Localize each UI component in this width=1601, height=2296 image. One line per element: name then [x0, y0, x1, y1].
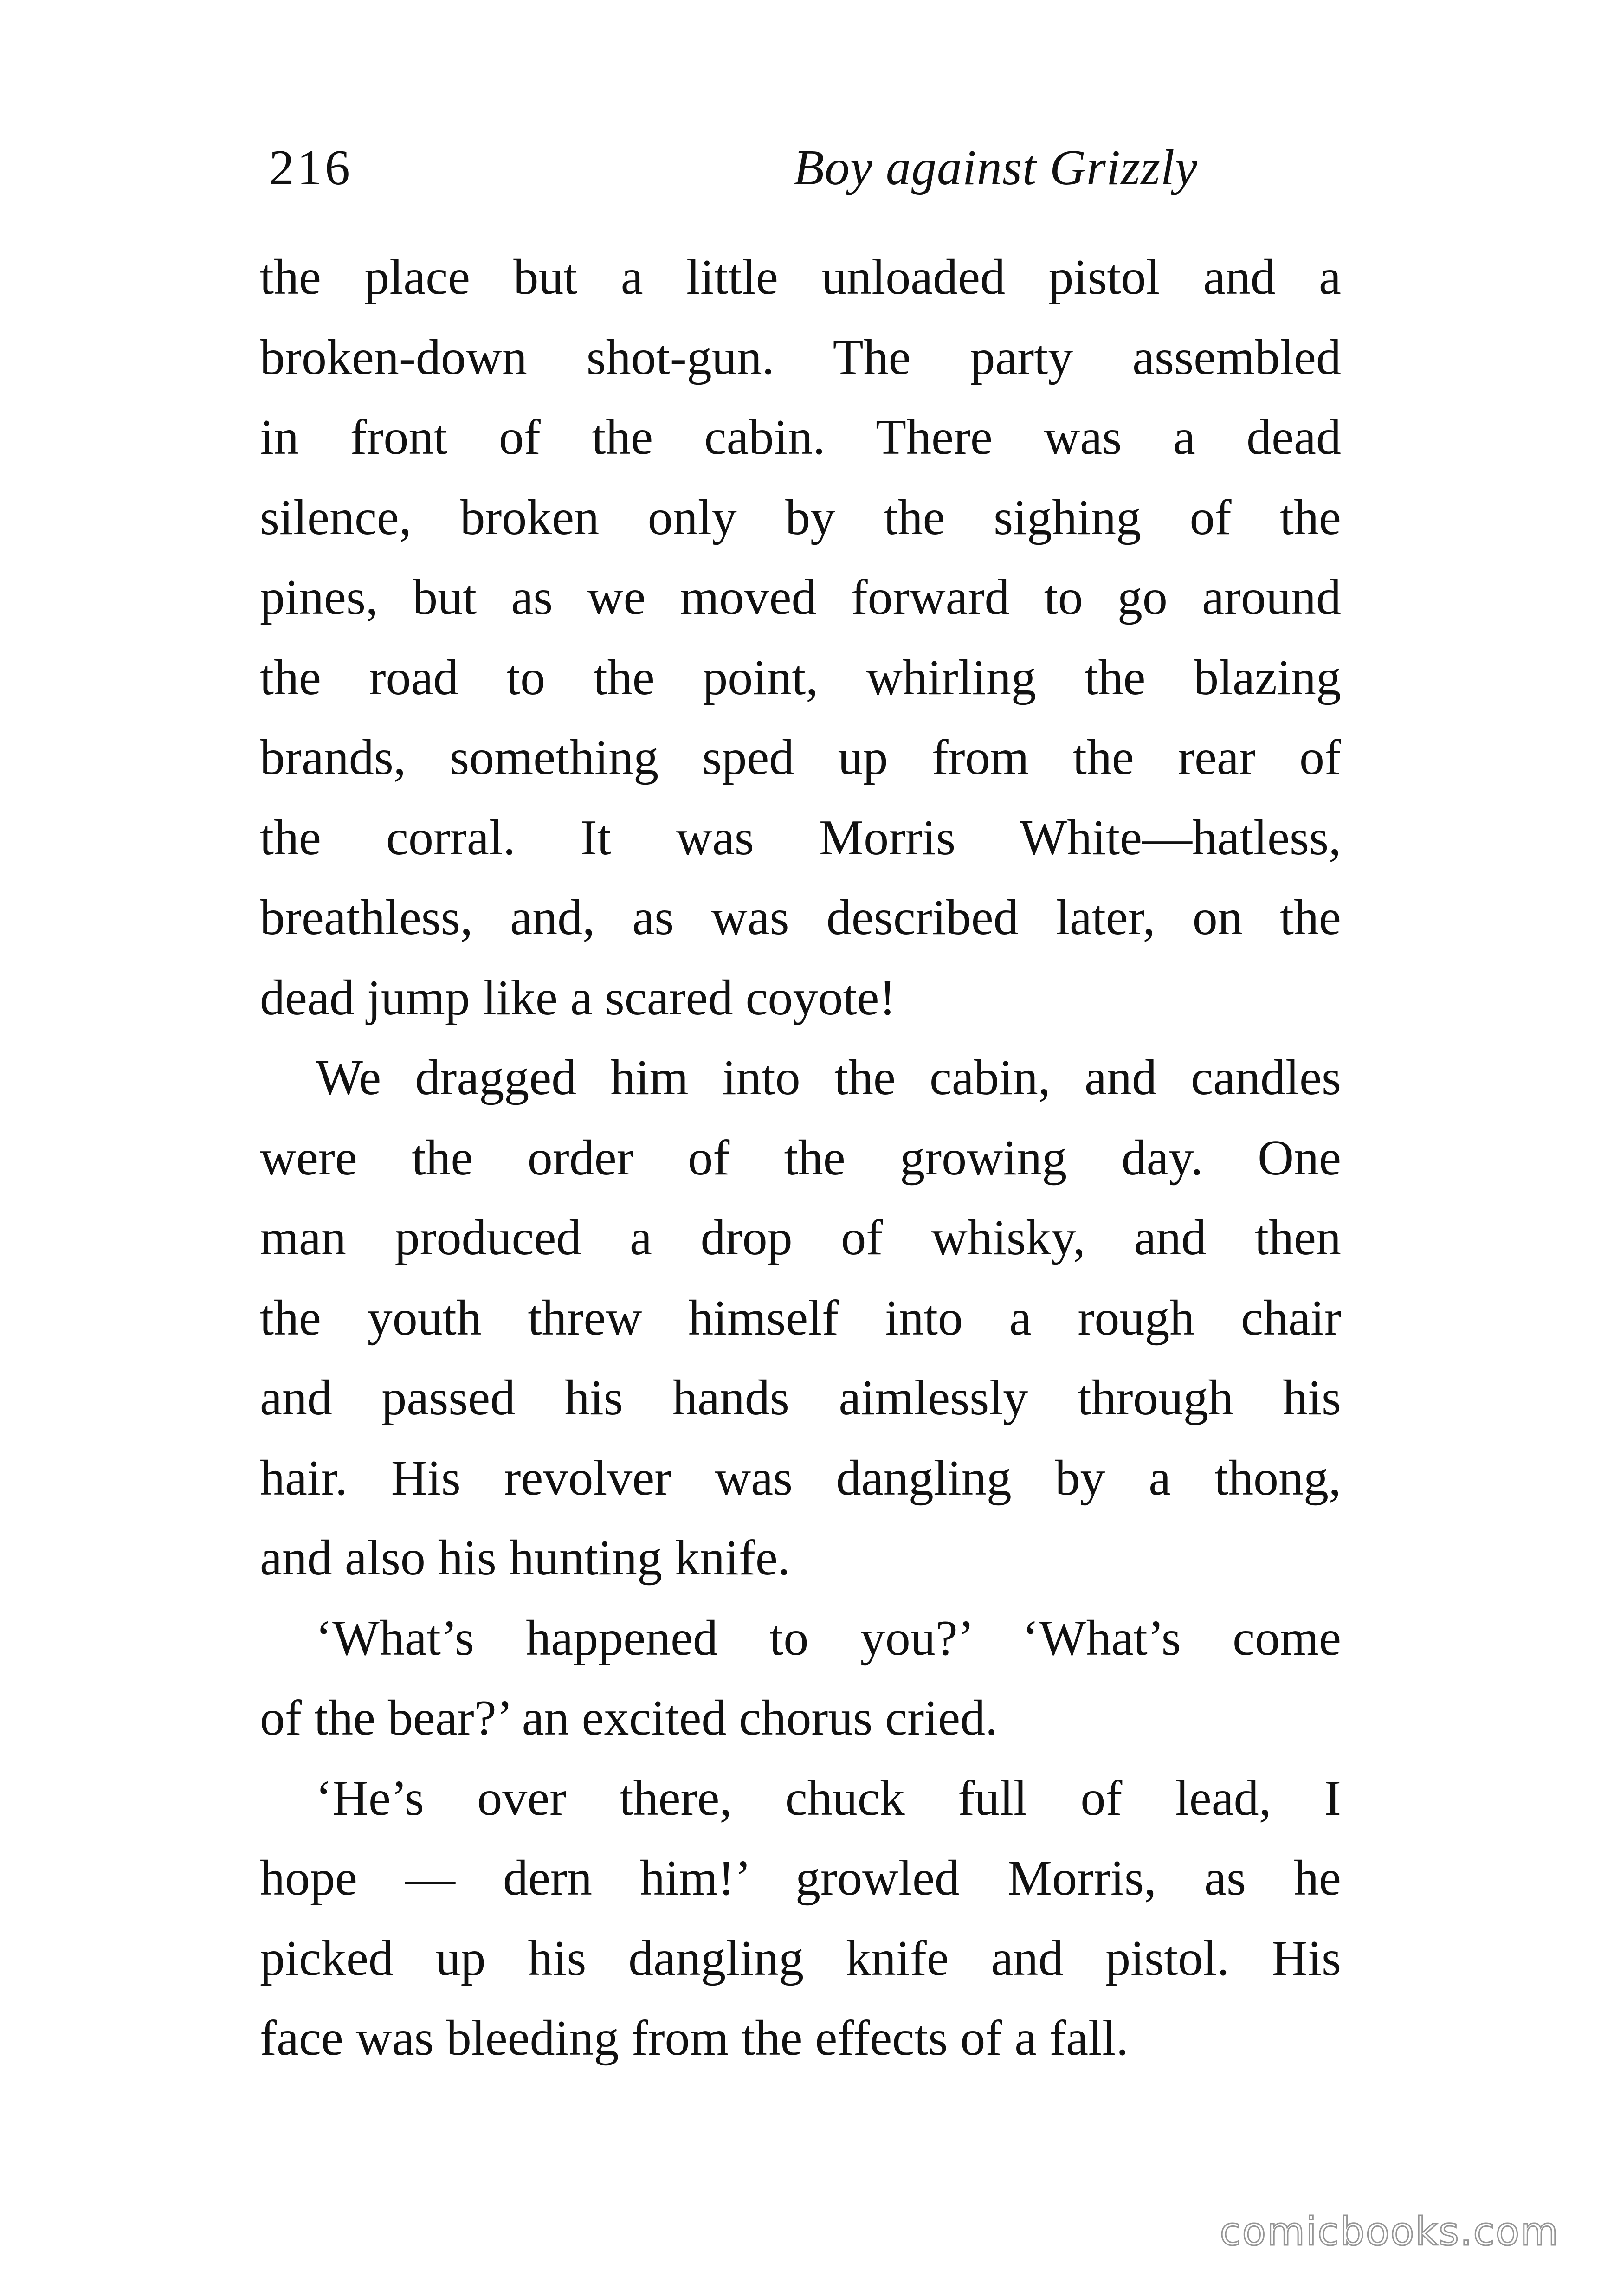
text-line: the place but a little unloaded pistol and a	[260, 250, 1341, 305]
body-text	[260, 238, 1341, 2079]
text-line: were the order of the growing day. One	[260, 1130, 1341, 1186]
text-line: hope — dern him!’ growled Morris, as he	[260, 1851, 1341, 1906]
text-line: silence, broken only by the sighing of the	[260, 490, 1341, 545]
text-line: breathless, and, as was described later, on the	[260, 890, 1341, 945]
paragraph	[260, 1599, 1341, 1759]
text-line: pines, but as we moved forward to go around	[260, 570, 1341, 625]
text-line: dead jump like a scared coyote!	[260, 970, 896, 1025]
paragraph	[260, 1759, 1341, 2079]
text-line: of the bear?’ an excited chorus cried.	[260, 1690, 998, 1746]
text-line: and also his hunting knife.	[260, 1530, 790, 1586]
site-watermark: comicbooks.com	[1220, 2209, 1559, 2254]
paragraph	[260, 238, 1341, 1038]
text-line: ‘He’s over there, chuck full of lead, I	[316, 1770, 1341, 1826]
paragraph	[260, 1038, 1341, 1599]
running-title: Boy against Grizzly	[794, 140, 1198, 195]
text-line: and passed his hands aimlessly through his	[260, 1370, 1341, 1425]
page-number: 216	[269, 140, 353, 195]
page-header	[260, 135, 1341, 209]
text-line: brands, something sped up from the rear of	[260, 730, 1341, 785]
text-line: the corral. It was Morris White—hatless,	[260, 810, 1341, 865]
text-line: the road to the point, whirling the blazing	[260, 650, 1341, 705]
text-line: hair. His revolver was dangling by a thong,	[260, 1450, 1341, 1506]
text-line: the youth threw himself into a rough chair	[260, 1290, 1341, 1346]
text-line: in front of the cabin. There was a dead	[260, 410, 1341, 465]
text-line: We dragged him into the cabin, and candles	[316, 1050, 1341, 1105]
text-line: broken-down shot-gun. The party assembled	[260, 329, 1341, 385]
text-line: picked up his dangling knife and pistol. His	[260, 1930, 1341, 1986]
text-line: man produced a drop of whisky, and then	[260, 1210, 1341, 1265]
text-line: face was bleeding from the effects of a fall.	[260, 2011, 1129, 2066]
text-line: ‘What’s happened to you?’ ‘What’s come	[316, 1610, 1341, 1666]
